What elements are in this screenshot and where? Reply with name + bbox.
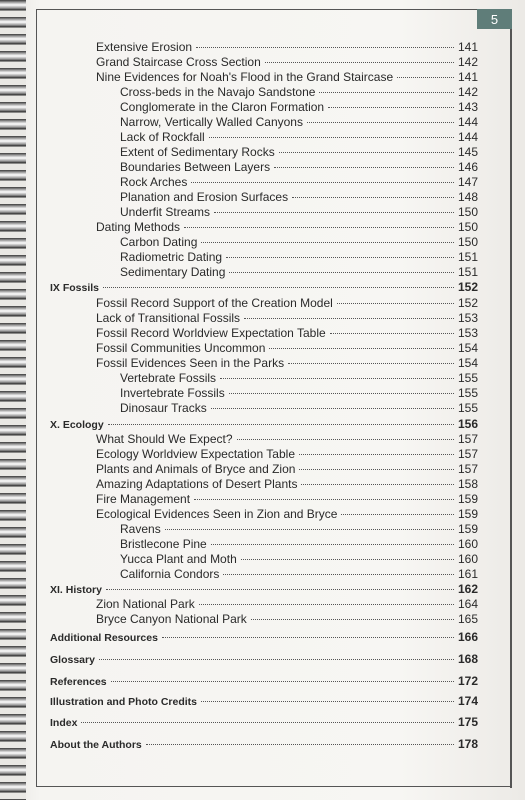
toc-entry	[120, 265, 478, 280]
toc-entry	[50, 694, 478, 709]
toc-entry	[96, 341, 478, 356]
toc-entry-page: 155	[457, 371, 478, 385]
toc-entry-page: 158	[457, 477, 478, 491]
toc-entry-title: Illustration and Photo Credits	[50, 696, 198, 708]
dot-leader	[201, 242, 454, 243]
toc-entry	[96, 220, 478, 235]
dot-leader	[165, 529, 454, 530]
toc-entry-title: Amazing Adaptations of Desert Plants	[96, 477, 298, 491]
toc-entry-title: Fossil Record Support of the Creation Model	[96, 296, 333, 310]
toc-entry-title: Carbon Dating	[120, 235, 198, 249]
toc-entry	[50, 582, 478, 597]
toc-entry-page: 161	[457, 567, 478, 581]
dot-leader	[146, 744, 454, 745]
toc-entry-page: 178	[457, 737, 478, 751]
toc-entry	[120, 85, 478, 100]
toc-entry-page: 155	[457, 401, 478, 415]
dot-leader	[251, 619, 454, 620]
toc-entry-title: Dating Methods	[96, 220, 181, 234]
dot-leader	[194, 499, 454, 500]
page-number-tab: 5	[477, 9, 512, 29]
dot-leader	[184, 227, 454, 228]
toc-entry	[96, 432, 478, 447]
toc-entry	[120, 371, 478, 386]
toc-entry	[96, 40, 478, 55]
dot-leader	[220, 378, 454, 379]
toc-entry	[120, 160, 478, 175]
toc-entry	[96, 612, 478, 627]
toc-entry-page: 144	[457, 115, 478, 129]
toc-entry-page: 150	[457, 220, 478, 234]
toc-entry-page: 175	[457, 715, 478, 729]
dot-leader	[328, 107, 454, 108]
toc-entry-title: Radiometric Dating	[120, 250, 223, 264]
toc-entry-page: 150	[457, 235, 478, 249]
toc-entry-title: Fossil Communities Uncommon	[96, 341, 266, 355]
toc-entry-page: 142	[457, 85, 478, 99]
toc-entry-title: Invertebrate Fossils	[120, 386, 225, 400]
toc-entry-page: 152	[457, 280, 478, 294]
toc-entry	[120, 145, 478, 160]
toc-entry-title: Zion National Park	[96, 597, 195, 611]
dot-leader	[274, 167, 454, 168]
dot-leader	[201, 701, 454, 702]
dot-leader	[341, 514, 453, 515]
toc-entry	[96, 477, 478, 492]
dot-leader	[211, 408, 454, 409]
toc-entry-title: California Condors	[120, 567, 220, 581]
dot-leader	[229, 272, 454, 273]
toc-entry-page: 153	[457, 311, 478, 325]
toc-entry-title: Rock Arches	[120, 175, 188, 189]
toc-entry	[50, 630, 478, 645]
dot-leader	[269, 348, 454, 349]
toc-entry	[96, 311, 478, 326]
dot-leader	[299, 454, 454, 455]
toc-entry-page: 152	[457, 296, 478, 310]
dot-leader	[229, 393, 454, 394]
dot-leader	[299, 469, 454, 470]
toc-entry-title: Fossil Evidences Seen in the Parks	[96, 356, 285, 370]
toc-entry	[96, 55, 478, 70]
toc-entry	[96, 462, 478, 477]
toc-entry	[120, 401, 478, 416]
toc-entry-page: 142	[457, 55, 478, 69]
toc-entry-page: 168	[457, 652, 478, 666]
toc-entry-title: XI. History	[50, 584, 102, 596]
toc-entry	[96, 326, 478, 341]
toc-entry	[120, 190, 478, 205]
toc-entry	[50, 417, 478, 432]
toc-entry	[96, 492, 478, 507]
dot-leader	[162, 637, 454, 638]
dot-leader	[337, 303, 454, 304]
toc-entry-page: 155	[457, 386, 478, 400]
toc-entry-title: Yucca Plant and Moth	[120, 552, 237, 566]
toc-entry-page: 160	[457, 552, 478, 566]
toc-entry	[120, 100, 478, 115]
toc-entry-title: What Should We Expect?	[96, 432, 233, 446]
dot-leader	[81, 722, 454, 723]
dot-leader	[244, 318, 454, 319]
toc-entry-title: Narrow, Vertically Walled Canyons	[120, 115, 303, 129]
toc-entry	[96, 507, 478, 522]
toc-entry-page: 174	[457, 694, 478, 708]
dot-leader	[319, 92, 454, 93]
toc-entry-title: Nine Evidences for Noah's Flood in the Grand Staircase	[96, 70, 394, 84]
toc-entry-page: 165	[457, 612, 478, 626]
toc-entry	[50, 737, 478, 752]
toc-entry	[120, 386, 478, 401]
toc-entry-title: IX Fossils	[50, 282, 100, 294]
toc-entry	[120, 567, 478, 582]
dot-leader	[196, 47, 454, 48]
dot-leader	[241, 559, 454, 560]
toc-entry-title: Sedimentary Dating	[120, 265, 226, 279]
toc-entry-page: 141	[457, 70, 478, 84]
toc-entry	[120, 235, 478, 250]
toc-entry-title: Ravens	[120, 522, 161, 536]
toc-entry-title: References	[50, 676, 107, 688]
dot-leader	[330, 333, 454, 334]
toc-entry-title: Dinosaur Tracks	[120, 401, 207, 415]
toc-entry	[50, 715, 478, 730]
toc-entry-title: Extent of Sedimentary Rocks	[120, 145, 275, 159]
toc-entry	[120, 552, 478, 567]
toc-entry-title: Vertebrate Fossils	[120, 371, 217, 385]
toc-entry	[96, 597, 478, 612]
toc-entry-title: Extensive Erosion	[96, 40, 193, 54]
toc-entry-page: 147	[457, 175, 478, 189]
toc-entry-title: Planation and Erosion Surfaces	[120, 190, 289, 204]
toc-entry-title: Underfit Streams	[120, 205, 211, 219]
page-border-right	[510, 28, 512, 788]
dot-leader	[307, 122, 454, 123]
toc-entry-page: 160	[457, 537, 478, 551]
toc-entry-page: 159	[457, 492, 478, 506]
toc-entry-page: 166	[457, 630, 478, 644]
toc-entry-page: 145	[457, 145, 478, 159]
toc-entry	[120, 205, 478, 220]
toc-entry-title: Glossary	[50, 654, 95, 666]
toc-entry	[120, 537, 478, 552]
toc-entry-title: About the Authors	[50, 739, 142, 751]
toc-entry-title: Lack of Rockfall	[120, 130, 205, 144]
dot-leader	[99, 659, 454, 660]
dot-leader	[106, 589, 454, 590]
dot-leader	[265, 62, 454, 63]
toc-entry-title: Fire Management	[96, 492, 191, 506]
toc-entry-page: 157	[457, 462, 478, 476]
dot-leader	[191, 182, 454, 183]
toc-entry	[50, 280, 478, 295]
dot-leader	[211, 544, 454, 545]
dot-leader	[214, 212, 454, 213]
toc-entry-title: Plants and Animals of Bryce and Zion	[96, 462, 296, 476]
toc-entry-page: 172	[457, 674, 478, 688]
dot-leader	[223, 574, 454, 575]
toc-entry	[96, 356, 478, 371]
toc-entry-title: Bryce Canyon National Park	[96, 612, 247, 626]
dot-leader	[111, 681, 454, 682]
dot-leader	[199, 604, 454, 605]
toc-entry-title: Ecological Evidences Seen in Zion and Bryce	[96, 507, 338, 521]
toc-entry-page: 157	[457, 432, 478, 446]
toc-entry	[96, 296, 478, 311]
dot-leader	[237, 439, 454, 440]
dot-leader	[226, 257, 454, 258]
toc-entry-title: Index	[50, 717, 78, 729]
toc-entry	[120, 115, 478, 130]
toc-entry-title: Conglomerate in the Claron Formation	[120, 100, 325, 114]
toc-entry-page: 143	[457, 100, 478, 114]
toc-entry-page: 151	[457, 250, 478, 264]
toc-entry-title: Ecology Worldview Expectation Table	[96, 447, 295, 461]
dot-leader	[279, 152, 454, 153]
toc-entry-page: 156	[457, 417, 478, 431]
toc-entry	[96, 70, 478, 85]
toc-entry-page: 164	[457, 597, 478, 611]
toc-entry-title: Boundaries Between Layers	[120, 160, 271, 174]
toc-entry-title: Additional Resources	[50, 632, 158, 644]
toc-entry-page: 159	[457, 507, 478, 521]
toc-entry-page: 150	[457, 205, 478, 219]
toc-entry-title: Lack of Transitional Fossils	[96, 311, 241, 325]
toc-entry-page: 144	[457, 130, 478, 144]
toc-entry	[120, 130, 478, 145]
toc-entry-page: 153	[457, 326, 478, 340]
toc-entry-page: 141	[457, 40, 478, 54]
toc-entry	[120, 522, 478, 537]
dot-leader	[108, 424, 454, 425]
toc-entry-page: 151	[457, 265, 478, 279]
toc-entry-page: 162	[457, 582, 478, 596]
toc-entry	[50, 674, 478, 689]
toc-entry-title: Bristlecone Pine	[120, 537, 207, 551]
dot-leader	[301, 484, 454, 485]
toc-entry-title: X. Ecology	[50, 419, 104, 431]
toc-entry	[120, 250, 478, 265]
dot-leader	[397, 77, 454, 78]
toc-entry	[120, 175, 478, 190]
dot-leader	[209, 137, 454, 138]
toc-entry-page: 146	[457, 160, 478, 174]
toc-entry-page: 157	[457, 447, 478, 461]
toc-entry	[50, 652, 478, 667]
toc-entry-page: 148	[457, 190, 478, 204]
dot-leader	[288, 363, 454, 364]
toc-entry-title: Grand Staircase Cross Section	[96, 55, 261, 69]
dot-leader	[292, 197, 454, 198]
toc-entry-title: Cross-beds in the Navajo Sandstone	[120, 85, 316, 99]
dot-leader	[103, 287, 454, 288]
toc-entry-page: 154	[457, 341, 478, 355]
toc-entry-title: Fossil Record Worldview Expectation Table	[96, 326, 326, 340]
toc-entry	[96, 447, 478, 462]
spiral-binding	[0, 0, 26, 800]
toc-entry-page: 159	[457, 522, 478, 536]
toc-entry-page: 154	[457, 356, 478, 370]
